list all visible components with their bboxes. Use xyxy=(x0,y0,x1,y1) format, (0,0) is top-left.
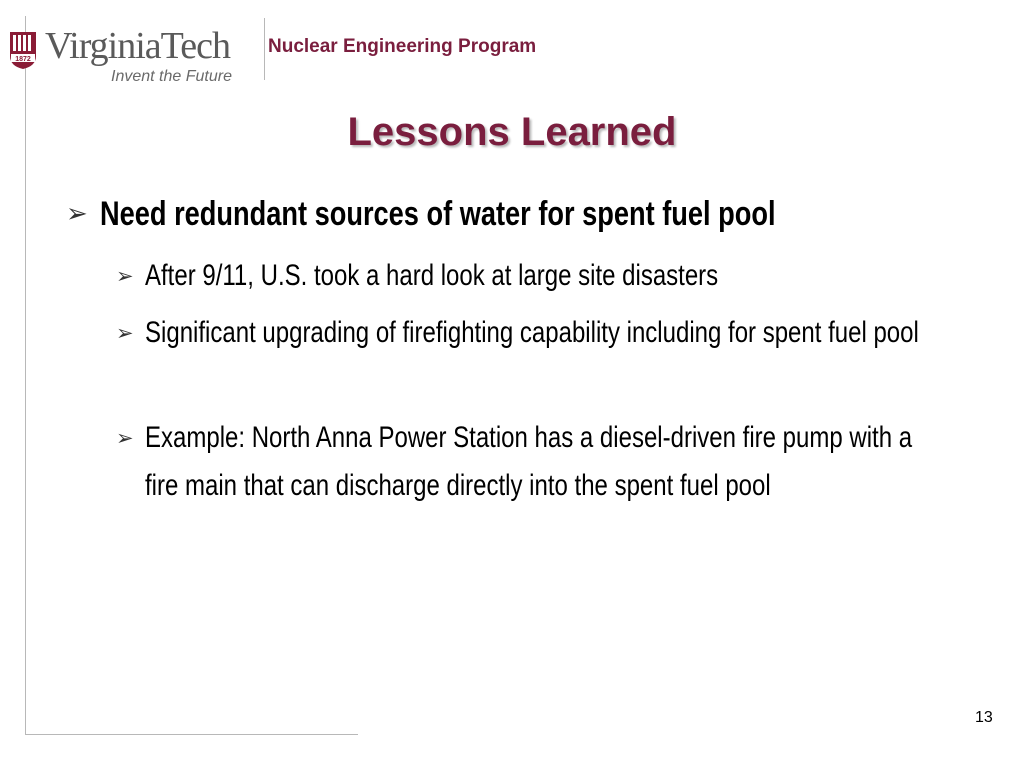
arrow-bullet-icon: ➢ xyxy=(116,321,134,345)
slide-title: Lessons Learned xyxy=(347,110,677,154)
sub-bullet-text: After 9/11, U.S. took a hard look at large site disasters xyxy=(145,259,719,292)
program-name: Nuclear Engineering Program xyxy=(268,36,537,57)
frame-bottom-rule xyxy=(25,734,358,735)
arrow-bullet-icon: ➢ xyxy=(116,426,134,450)
svg-text:1872: 1872 xyxy=(15,56,31,63)
arrow-bullet-icon: ➢ xyxy=(116,264,134,288)
university-seal-icon xyxy=(8,30,38,70)
virginia-tech-logo xyxy=(8,24,258,90)
arrow-bullet-icon: ➢ xyxy=(66,199,88,229)
sub-bullet-text: Example: North Anna Power Station has a diesel-driven fire pump with a fire main that can discharge directly into the spent fuel pool xyxy=(145,421,913,502)
logo-tagline: Invent the Future xyxy=(111,68,232,85)
page-number: 13 xyxy=(975,709,993,726)
sub-bullet-text: Significant upgrading of firefighting capability including for spent fuel pool xyxy=(145,316,919,349)
bullet-text: Need redundant sources of water for spent fuel pool xyxy=(100,195,776,233)
logo-wordmark: VirginiaTech xyxy=(45,25,230,67)
header-divider xyxy=(264,18,265,80)
